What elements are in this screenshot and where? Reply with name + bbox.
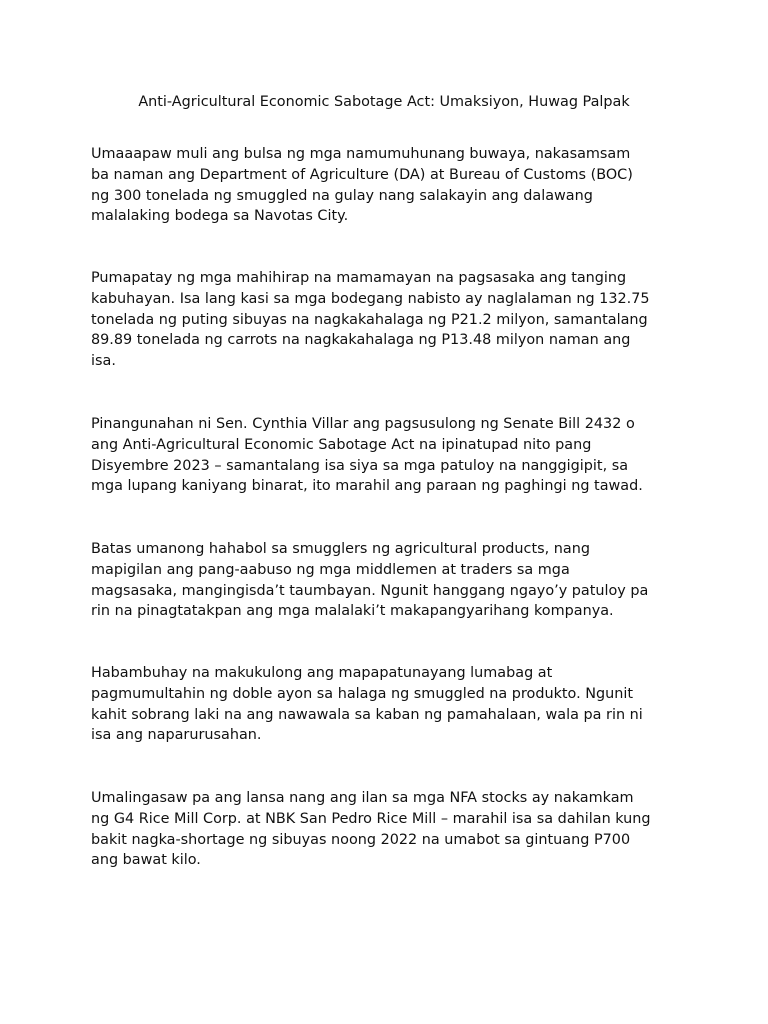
paragraph-1: Umaaapaw muli ang bulsa ng mga namumuhunang buwaya, nakasamsam ba naman ang Department of Agriculture (DA) at Bureau of Customs (BOC) ng 300 tonelada ng smuggled na gulay nang salakayin ang dalawang malalaking bodega sa Navotas City. — [91, 146, 633, 225]
paragraph-4: Batas umanong hahabol sa smugglers ng agricultural products, nang mapigilan ang pang-aabuso ng mga middlemen at traders sa mga magsasaka, mangingisda’t taumbayan. Ngunit hanggang ngayo’y patuloy pa rin na pinagtatakpan ang mga malalaki’t makapangyarihang kompanya. — [91, 541, 649, 620]
paragraph-6: Umalingasaw pa ang lansa nang ang ilan sa mga NFA stocks ay nakamkam ng G4 Rice Mill Corp. at NBK San Pedro Rice Mill – marahil isa sa dahilan kung bakit nagka-shortage ng sibuyas noong 2022 na umabot sa gintuang P700 ang bawat kilo. — [91, 790, 651, 869]
paragraph-3: Pinangunahan ni Sen. Cynthia Villar ang pagsusulong ng Senate Bill 2432 o ang Anti-Agricultural Economic Sabotage Act na ipinatupad nito pang Disyembre 2023 – samantalang isa siya sa mga patuloy na nanggigipit, sa mga lupang kaniyang binarat, ito marahil ang paraan ng paghingi ng tawad. — [91, 416, 643, 495]
paragraph-5: Habambuhay na makukulong ang mapapatunayang lumabag at pagmumultahin ng doble ayon sa halaga ng smuggled na produkto. Ngunit kahit sobrang laki na ang nawawala sa kaban ng pamahalaan, wala pa rin ni isa ang naparurusahan. — [91, 665, 643, 744]
paragraph-2: Pumapatay ng mga mahihirap na mamamayan na pagsasaka ang tanging kabuhayan. Isa lang kasi sa mga bodegang nabisto ay naglalaman ng 132.75 tonelada ng puting sibuyas na nagkakahalaga ng P21.2 milyon, samantalang 89.89 tonelada ng carrots na nagkakahalaga ng P13.48 milyon naman ang isa. — [91, 270, 650, 370]
document-title: Anti-Agricultural Economic Sabotage Act: Umaksiyon, Huwag Palpak — [138, 94, 630, 110]
